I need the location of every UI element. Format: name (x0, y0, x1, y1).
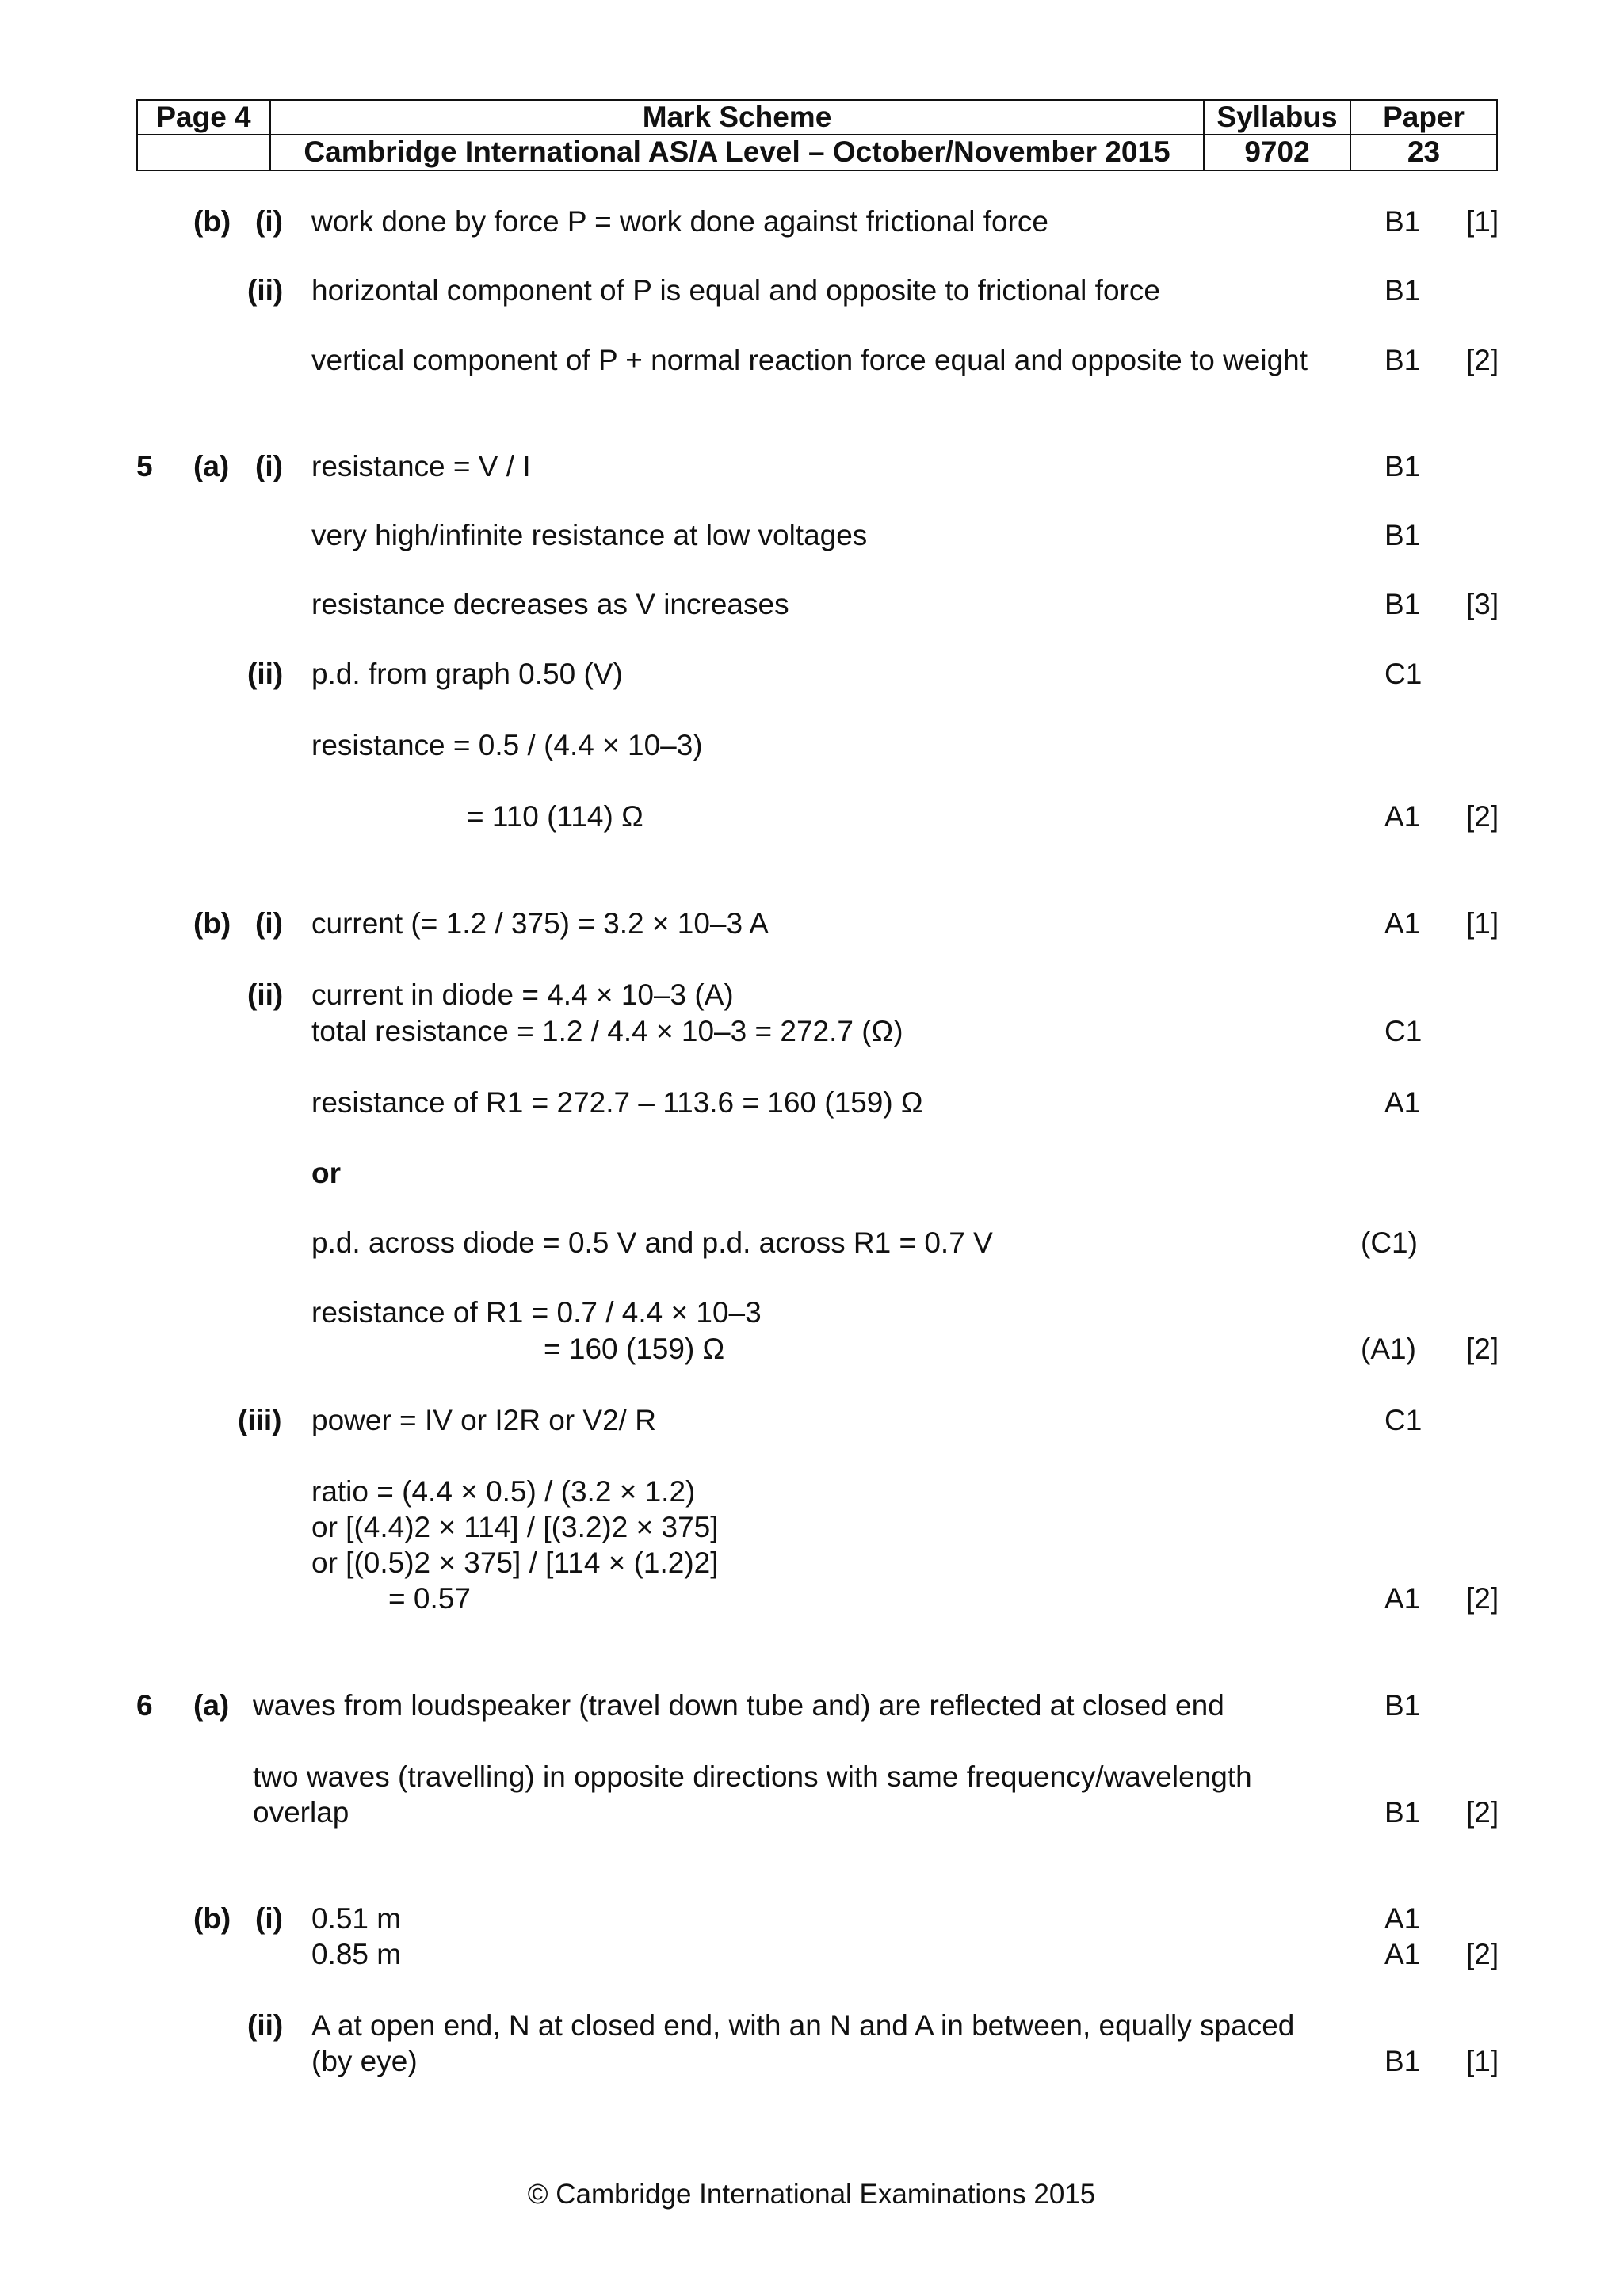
answer-line-24: two waves (travelling) in opposite directions with same frequency/wavelength (253, 1760, 1252, 1793)
label-sub-i: (i) (255, 1902, 283, 1935)
answer-line-18: power = IV or I2R or V2/ R (311, 1404, 656, 1436)
total-25: [2] (1466, 1796, 1499, 1829)
label-part-b: (b) (193, 205, 231, 238)
header-syllabus-label: Syllabus (1216, 101, 1338, 133)
answer-line-15: p.d. across diode = 0.5 V and p.d. across R1 = 0.7 V (311, 1226, 993, 1259)
answer-line-1: work done by force P = work done against frictional force (311, 205, 1048, 238)
answer-line-14: or (311, 1157, 341, 1189)
answer-line-4: resistance = V / I (311, 450, 531, 482)
answer-line-25: overlap (253, 1796, 349, 1829)
answer-line-28: A at open end, N at closed end, with an N and A in between, equally spaced (311, 2009, 1295, 2042)
mark-25: B1 (1384, 1796, 1421, 1829)
total-27: [2] (1466, 1938, 1499, 1970)
answer-line-29: (by eye) (311, 2045, 418, 2077)
answer-line-16: resistance of R1 = 0.7 / 4.4 × 10–3 (311, 1296, 762, 1329)
answer-line-22: = 0.57 (388, 1582, 471, 1615)
label-sub-i: (i) (255, 907, 283, 940)
footer-copyright: © Cambridge International Examinations 2015 (527, 2179, 1096, 2210)
answer-line-27: 0.85 m (311, 1938, 402, 1970)
mark-9: A1 (1384, 800, 1421, 833)
label-sub-ii: (ii) (247, 978, 284, 1011)
answer-line-7: p.d. from graph 0.50 (V) (311, 658, 623, 690)
total-29: [1] (1466, 2045, 1499, 2077)
header-page: Page 4 (156, 101, 251, 133)
answer-line-21: or [(0.5)2 × 375] / [114 × (1.2)2] (311, 1547, 719, 1579)
answer-line-19: ratio = (4.4 × 0.5) / (3.2 × 1.2) (311, 1475, 696, 1508)
mark-5: B1 (1384, 519, 1421, 551)
label-part-a: (a) (193, 450, 230, 482)
label-sub-ii: (ii) (247, 658, 284, 690)
total-9: [2] (1466, 800, 1499, 833)
mark-12: C1 (1384, 1015, 1423, 1047)
total-3: [2] (1466, 344, 1499, 376)
answer-line-13: resistance of R1 = 272.7 – 113.6 = 160 (159) Ω (311, 1086, 923, 1119)
mark-27: A1 (1384, 1938, 1421, 1970)
table-border-right (1496, 99, 1498, 171)
mark-18: C1 (1384, 1404, 1423, 1436)
mark-17: (A1) (1361, 1333, 1416, 1365)
answer-line-23: waves from loudspeaker (travel down tube and) are reflected at closed end (253, 1689, 1224, 1722)
mark-3: B1 (1384, 344, 1421, 376)
answer-line-12: total resistance = 1.2 / 4.4 × 10–3 = 272.7 (Ω) (311, 1015, 903, 1047)
answer-line-3: vertical component of P + normal reaction force equal and opposite to weight (311, 344, 1308, 376)
label-sub-iii: (iii) (238, 1404, 282, 1436)
answer-line-10: current (= 1.2 / 375) = 3.2 × 10–3 A (311, 907, 769, 940)
mark-26: A1 (1384, 1902, 1421, 1935)
total-1: [1] (1466, 205, 1499, 238)
mark-7: C1 (1384, 658, 1423, 690)
label-part-a: (a) (193, 1689, 230, 1722)
header-paper: 23 (1407, 135, 1441, 168)
answer-line-9: = 110 (114) Ω (467, 800, 643, 833)
table-border-bottom (136, 170, 1498, 171)
question-number-5: 5 (136, 450, 153, 482)
mark-1: B1 (1384, 205, 1421, 238)
mark-6: B1 (1384, 588, 1421, 620)
answer-line-26: 0.51 m (311, 1902, 402, 1935)
mark-10: A1 (1384, 907, 1421, 940)
total-22: [2] (1466, 1582, 1499, 1615)
answer-line-6: resistance decreases as V increases (311, 588, 789, 620)
total-6: [3] (1466, 588, 1499, 620)
answer-line-17: = 160 (159) Ω (544, 1333, 725, 1365)
answer-line-5: very high/infinite resistance at low voltages (311, 519, 868, 551)
header-mark-scheme: Mark Scheme (642, 101, 832, 133)
mark-2: B1 (1384, 274, 1421, 307)
mark-15: (C1) (1361, 1226, 1418, 1259)
answer-line-11: current in diode = 4.4 × 10–3 (A) (311, 978, 734, 1011)
answer-line-20: or [(4.4)2 × 114] / [(3.2)2 × 375] (311, 1511, 719, 1543)
label-part-b: (b) (193, 1902, 231, 1935)
question-number-6: 6 (136, 1689, 153, 1722)
label-sub-i: (i) (255, 205, 283, 238)
total-17: [2] (1466, 1333, 1499, 1365)
label-part-b: (b) (193, 907, 231, 940)
answer-line-8: resistance = 0.5 / (4.4 × 10–3) (311, 729, 703, 761)
label-sub-ii: (ii) (247, 274, 284, 307)
label-sub-i: (i) (255, 450, 283, 482)
mark-22: A1 (1384, 1582, 1421, 1615)
label-sub-ii: (ii) (247, 2009, 284, 2042)
header-paper-label: Paper (1383, 101, 1465, 133)
header-syllabus: 9702 (1244, 135, 1310, 168)
total-10: [1] (1466, 907, 1499, 940)
mark-4: B1 (1384, 450, 1421, 482)
mark-13: A1 (1384, 1086, 1421, 1119)
answer-line-2: horizontal component of P is equal and opposite to frictional force (311, 274, 1160, 307)
mark-23: B1 (1384, 1689, 1421, 1722)
header-exam: Cambridge International AS/A Level – October/November 2015 (304, 135, 1170, 168)
mark-29: B1 (1384, 2045, 1421, 2077)
